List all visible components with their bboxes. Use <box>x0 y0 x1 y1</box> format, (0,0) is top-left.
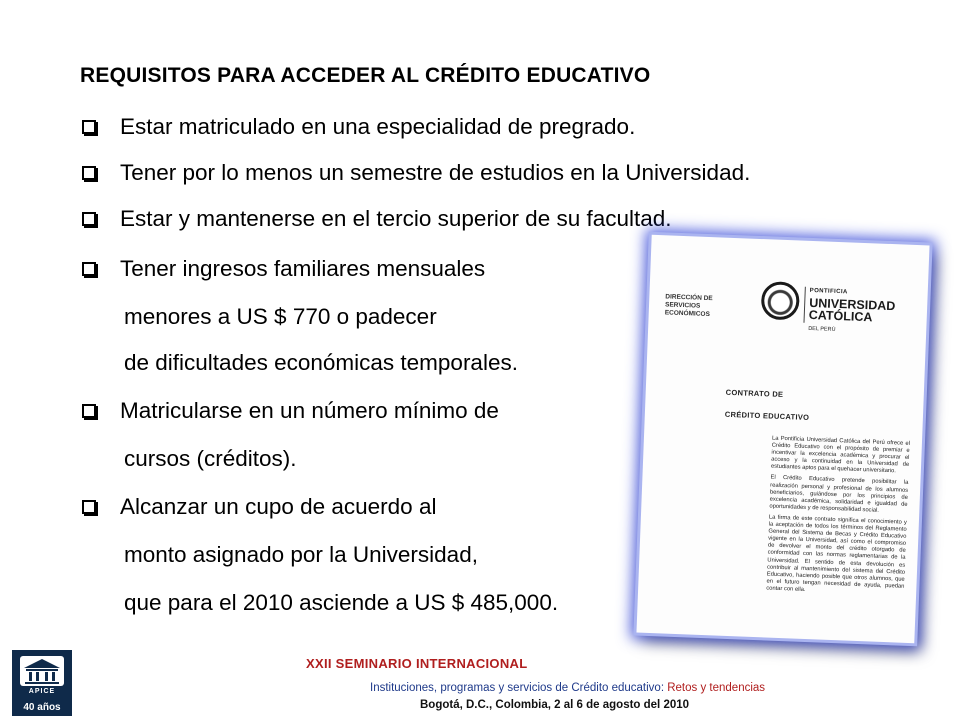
contract-paragraph: La Pontificia Universidad Católica del Perú ofrece el Crédito Educativo con el propósito de premiar e incentivar la excelencia académica y procurar el acceso y la continuidad en la Universidad de estudiantes aptos para el quehacer universitario. <box>770 435 911 475</box>
contract-document-image <box>636 235 929 643</box>
checkbox-bullet-icon <box>82 404 96 418</box>
university-seal-icon <box>761 281 800 320</box>
requirement-text-continued: cursos (créditos). <box>124 446 297 471</box>
requirement-text: Estar y mantenerse en el tercio superior de su facultad. <box>120 206 672 231</box>
requirement-text: Alcanzar un cupo de acuerdo al <box>120 494 437 519</box>
footer-subtitle-main: Instituciones, programas y servicios de Crédito educativo: <box>370 682 668 694</box>
footer-subtitle <box>370 682 765 694</box>
requirement-text: Matricularse en un número mínimo de <box>120 398 499 423</box>
university-logo-text <box>808 285 910 339</box>
apice-building-icon <box>20 656 64 686</box>
slide-title: REQUISITOS PARA ACCEDER AL CRÉDITO EDUCATIVO <box>80 64 651 87</box>
requirement-text-continued: monto asignado por la Universidad, <box>124 542 478 567</box>
checkbox-bullet-icon <box>82 212 96 226</box>
doc-department: DIRECCIÓN DE SERVICIOS ECONÓMICOS <box>664 293 713 319</box>
contract-paragraph: La firma de este contrato significa el conocimiento y la aceptación de todos los términos del Reglamento General del Sistema de Becas y Crédito Educativo vigente en la Universidad, así como el compromiso de devolver el monto del crédito otorgado de conformidad con las normas reglamentarias de la Universidad. El sentido de esta devolución es contribuir al mantenimiento del sistema del Crédito Educativo, haciendo posible que otros alumnos, que en el futuro tengan necesidad de ayuda, puedan contar con ella. <box>766 514 907 593</box>
contract-page <box>636 235 929 643</box>
apice-logo-text: APICE <box>28 688 56 695</box>
logo-divider <box>803 287 805 323</box>
footer-subtitle-highlight: Retos y tendencias <box>667 682 766 694</box>
years-label: 40 años <box>23 702 61 713</box>
requirement-text: Estar matriculado en una especialidad de pregrado. <box>120 114 636 139</box>
requirement-item <box>78 398 499 424</box>
contract-heading-1: CONTRATO DE <box>725 387 784 399</box>
university-sub: DEL PERÚ <box>808 325 836 333</box>
requirement-text-continued: que para el 2010 asciende a US $ 485,000. <box>124 590 559 615</box>
footer-place-date: Bogotá, D.C., Colombia, 2 al 6 de agosto del 2010 <box>420 699 690 711</box>
contract-paragraph: El Crédito Educativo pretende posibilitar la realización personal y profesional de los alumnos beneficiarios, guiándose por los principios de excelencia académica, solidaridad e igualdad de oportunidades y de responsabilidad social. <box>769 475 909 514</box>
university-main: UNIVERSIDAD CATÓLICA <box>808 295 896 325</box>
checkbox-bullet-icon <box>82 500 96 514</box>
checkbox-bullet-icon <box>82 262 96 276</box>
requirement-text: Tener por lo menos un semestre de estudios en la Universidad. <box>120 160 751 185</box>
requirement-text-continued: menores a US $ 770 o padecer <box>124 304 437 329</box>
requirement-item <box>78 206 672 232</box>
checkbox-bullet-icon <box>82 166 96 180</box>
apice-logo <box>12 650 72 716</box>
requirement-text-continued: de dificultades económicas temporales. <box>124 350 518 375</box>
seminar-title: XXII SEMINARIO INTERNACIONAL <box>306 656 528 671</box>
contract-body <box>766 436 910 602</box>
requirement-item <box>78 114 635 140</box>
checkbox-bullet-icon <box>82 120 96 134</box>
requirement-item <box>78 160 750 186</box>
contract-heading <box>724 382 866 431</box>
contract-heading-2: CRÉDITO EDUCATIVO <box>724 409 810 422</box>
university-top: PONTIFICIA <box>809 287 848 296</box>
requirement-text: Tener ingresos familiares mensuales <box>120 256 486 281</box>
requirement-item <box>78 494 436 520</box>
requirement-item <box>78 256 485 282</box>
